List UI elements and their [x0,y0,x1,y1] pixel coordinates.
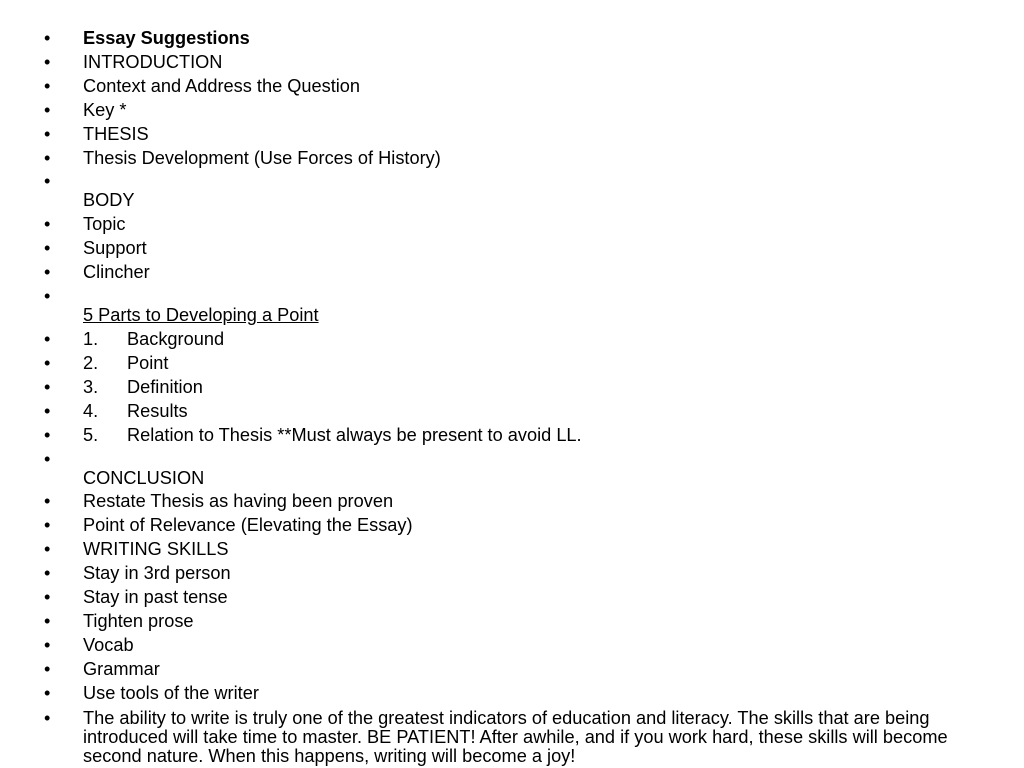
numbered-item-text: Background [127,328,225,349]
list-item [44,562,984,586]
closing-paragraph: The ability to write is truly one of the greatest indicators of education and literacy. The skills that are being introduced will take time to master. BE PATIENT! After awhile, and if you work hard, these skills will become second nature. When this happens, writing will become a joy! [83,707,948,766]
list-item-text: Stay in past tense [83,587,228,608]
list-item [44,424,984,448]
list-item-text: Support [83,238,147,259]
list-item-text: Stay in 3rd person [83,563,231,584]
list-item [44,147,984,171]
list-item [44,490,984,514]
bullet-icon: • [44,610,51,631]
section-heading-writing-skills: WRITING SKILLS [83,539,229,560]
bullet-icon: • [44,491,51,512]
bullet-icon: • [44,99,51,120]
list-item [44,400,984,424]
item-number: 1. [83,328,99,349]
bullet-icon: • [44,682,51,703]
list-item [44,586,984,610]
list-item [44,706,984,766]
numbered-item-text: Results [127,400,188,421]
item-number: 5. [83,424,99,445]
list-item [44,285,984,328]
numbered-item [83,424,984,448]
bullet-icon: • [44,28,51,48]
list-item [44,658,984,682]
numbered-item [83,328,984,352]
bullet-icon: • [44,707,51,728]
bullet-icon: • [44,262,51,283]
section-heading-introduction: INTRODUCTION [83,51,223,72]
bullet-icon: • [44,400,51,421]
subsection-heading [83,285,984,328]
bullet-icon: • [44,171,51,192]
bullet-icon: • [44,328,51,349]
list-item-text: Thesis Development (Use Forces of History) [83,147,441,168]
list-item-text: Point of Relevance (Elevating the Essay) [83,515,413,536]
list-item [44,610,984,634]
bullet-icon: • [44,75,51,96]
bullet-icon: • [44,286,51,307]
list-item [44,170,984,213]
numbered-item-text: Point [127,352,169,373]
list-item-text: Tighten prose [83,610,194,631]
section-heading-conclusion: CONCLUSION [83,467,205,488]
list-item [44,51,984,75]
numbered-item-text: Definition [127,376,203,397]
list-item-text: Context and Address the Question [83,75,361,96]
list-item [44,448,984,491]
list-item [44,376,984,400]
list-item [44,99,984,123]
item-number: 3. [83,376,99,397]
list-item-text: Clincher [83,262,150,283]
bullet-icon: • [44,51,51,72]
bullet-icon: • [44,448,51,469]
list-item-text: Use tools of the writer [83,682,259,703]
list-item-text: Grammar [83,658,160,679]
item-number: 2. [83,352,99,373]
bullet-icon: • [44,238,51,259]
bullet-icon: • [44,515,51,536]
list-item [44,352,984,376]
bullet-list [44,27,984,766]
bullet-icon: • [44,424,51,445]
bullet-icon: • [44,376,51,397]
list-item [44,75,984,99]
numbered-item [83,400,984,424]
list-item-text: Vocab [83,634,134,655]
bullet-icon: • [44,123,51,144]
list-item [44,213,984,237]
subsection-heading-text: 5 Parts to Developing a Point [83,305,319,326]
list-item [44,237,984,261]
list-item-text: Topic [83,214,126,235]
bullet-icon: • [44,587,51,608]
list-item [44,27,984,51]
bullet-icon: • [44,147,51,168]
slide-title: Essay Suggestions [83,28,250,48]
bullet-icon: • [44,214,51,235]
numbered-item [83,376,984,400]
bullet-icon: • [44,634,51,655]
bullet-icon: • [44,658,51,679]
list-item [44,634,984,658]
item-number: 4. [83,400,99,421]
numbered-item-text: Relation to Thesis **Must always be present to avoid LL. [127,424,582,445]
bullet-icon: • [44,352,51,373]
numbered-item [83,352,984,376]
list-item [44,538,984,562]
list-item [44,514,984,538]
list-item [44,682,984,706]
list-item [44,261,984,285]
list-item-text: Restate Thesis as having been proven [83,491,394,512]
section-heading-thesis: THESIS [83,123,149,144]
list-item-text: Key * [83,99,127,120]
bullet-icon: • [44,539,51,560]
section-heading-body: BODY [83,190,135,211]
list-item [44,328,984,352]
bullet-icon: • [44,563,51,584]
list-item [44,123,984,147]
